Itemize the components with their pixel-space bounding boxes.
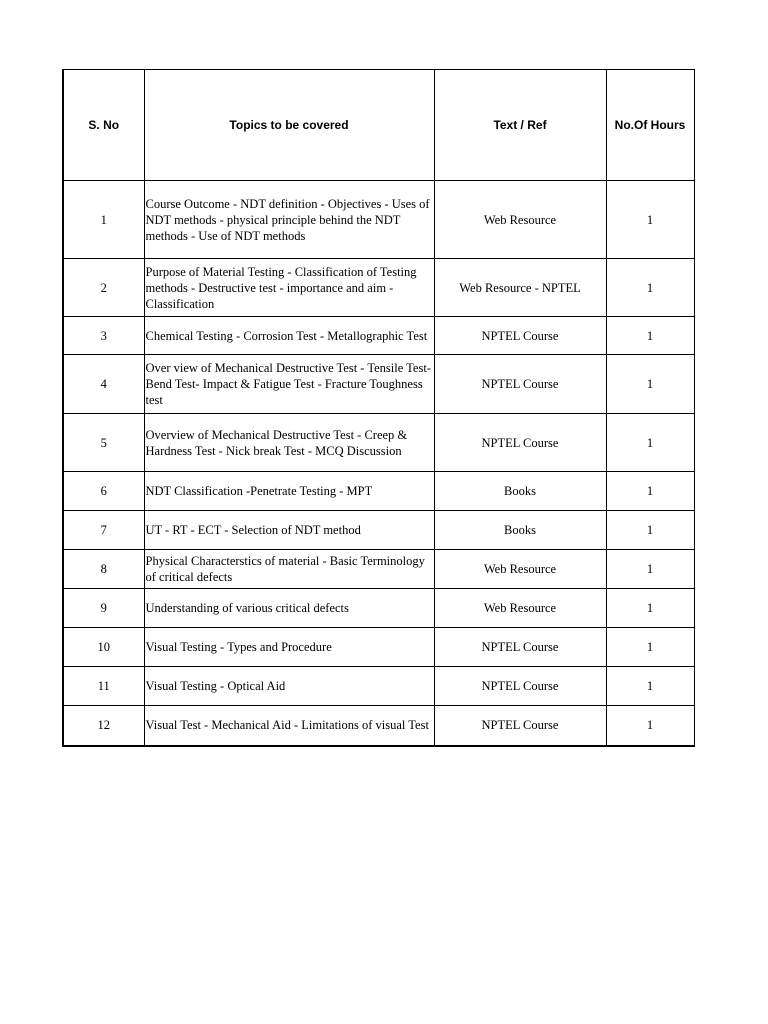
cell-hours: 1 [606,667,694,706]
cell-text-ref: NPTEL Course [434,706,606,746]
cell-hours: 1 [606,414,694,472]
cell-hours: 1 [606,589,694,628]
cell-sno: 2 [63,259,144,317]
cell-sno: 3 [63,317,144,355]
cell-hours: 1 [606,259,694,317]
table-row [63,667,694,706]
table-row [63,589,694,628]
table-row [63,414,694,472]
cell-sno: 4 [63,355,144,414]
table-body [63,181,694,746]
table-row [63,511,694,550]
cell-sno: 11 [63,667,144,706]
cell-hours: 1 [606,181,694,259]
table-row [63,317,694,355]
table-header [63,70,694,181]
cell-text-ref: NPTEL Course [434,414,606,472]
cell-text-ref: NPTEL Course [434,628,606,667]
cell-topic: Purpose of Material Testing - Classification of Testing methods - Destructive test - importance and aim - Classification [144,259,434,317]
table-row [63,355,694,414]
table-row [63,472,694,511]
lesson-plan-table [62,69,695,747]
cell-sno: 6 [63,472,144,511]
cell-hours: 1 [606,706,694,746]
table-row [63,259,694,317]
cell-sno: 8 [63,550,144,589]
cell-hours: 1 [606,355,694,414]
cell-text-ref: NPTEL Course [434,355,606,414]
cell-hours: 1 [606,511,694,550]
cell-topic: Overview of Mechanical Destructive Test - Creep & Hardness Test - Nick break Test - MCQ Discussion [144,414,434,472]
cell-sno: 12 [63,706,144,746]
header-topics: Topics to be covered [144,70,434,181]
cell-hours: 1 [606,628,694,667]
cell-topic: Chemical Testing - Corrosion Test - Metallographic Test [144,317,434,355]
table-row [63,181,694,259]
cell-sno: 10 [63,628,144,667]
header-text-ref: Text / Ref [434,70,606,181]
cell-text-ref: NPTEL Course [434,667,606,706]
cell-text-ref: Web Resource - NPTEL [434,259,606,317]
cell-sno: 7 [63,511,144,550]
cell-topic: Over view of Mechanical Destructive Test - Tensile Test- Bend Test- Impact & Fatigue Test - Fracture Toughness test [144,355,434,414]
cell-topic: Visual Testing - Optical Aid [144,667,434,706]
cell-hours: 1 [606,550,694,589]
cell-hours: 1 [606,317,694,355]
cell-topic: Visual Test - Mechanical Aid - Limitations of visual Test [144,706,434,746]
cell-topic: UT - RT - ECT - Selection of NDT method [144,511,434,550]
table-row [63,706,694,746]
cell-hours: 1 [606,472,694,511]
header-sno: S. No [63,70,144,181]
header-hours: No.Of Hours [606,70,694,181]
cell-text-ref: Web Resource [434,181,606,259]
cell-sno: 5 [63,414,144,472]
header-row [63,70,694,181]
cell-text-ref: Web Resource [434,589,606,628]
cell-topic: Understanding of various critical defects [144,589,434,628]
cell-text-ref: Web Resource [434,550,606,589]
cell-topic: NDT Classification -Penetrate Testing - MPT [144,472,434,511]
cell-topic: Physical Characterstics of material - Basic Terminology of critical defects [144,550,434,589]
cell-text-ref: Books [434,472,606,511]
table-row [63,550,694,589]
cell-text-ref: NPTEL Course [434,317,606,355]
cell-sno: 1 [63,181,144,259]
table-row [63,628,694,667]
cell-topic: Visual Testing - Types and Procedure [144,628,434,667]
cell-topic: Course Outcome - NDT definition - Objectives - Uses of NDT methods - physical principle behind the NDT methods - Use of NDT methods [144,181,434,259]
cell-text-ref: Books [434,511,606,550]
cell-sno: 9 [63,589,144,628]
